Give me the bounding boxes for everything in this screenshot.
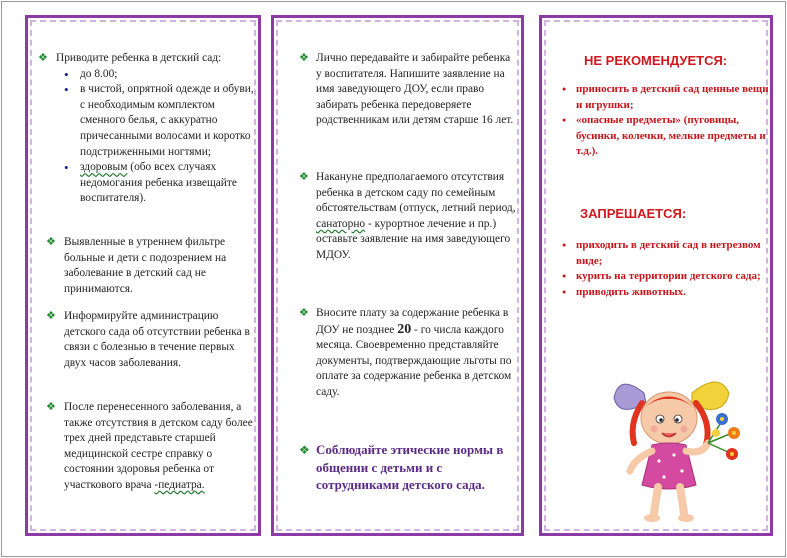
diamond-bullet-icon: ❖ <box>299 443 310 457</box>
middle-paragraph-4: Соблюдайте этические нормы в общении с детьми и с сотрудниками детского сада. <box>316 442 504 492</box>
list-item: ● «опасные предметы» (пуговицы, бусинки, колечки, мелкие предметы и т.д.). <box>558 113 770 160</box>
list-item: ● приводить животных. <box>558 285 770 301</box>
left-paragraph-2: Выявленные в утреннем фильтре больные и дети с подозрением на заболевание в детский сад не принимаются. <box>64 236 227 295</box>
middle-p2-word: санаторно <box>316 217 366 230</box>
not-recommended-title: НЕ РЕКОМЕНДУЕТСЯ: <box>584 53 728 68</box>
left-bullet-list <box>56 67 256 207</box>
middle-p2-text: Накануне предполагаемого отсутствия ребенка в детском саду по семейным обстоятельствам (отпуск, летний период, <box>316 171 516 215</box>
middle-p3-text: Вносите плату за содержание ребенка в ДОУ не позднее <box>316 307 509 336</box>
left-intro-block <box>56 51 256 207</box>
diamond-bullet-icon: ❖ <box>299 171 309 183</box>
left-intro-text: Приводите ребенка в детский сад: <box>56 52 222 64</box>
health-rest: (обо всех случаях недомогания ребенка извещайте воспитателя). <box>80 161 237 205</box>
list-item: ● приходить в детский сад в нетрезвом виде; <box>558 238 770 269</box>
not-recommended-list <box>558 82 770 160</box>
diamond-bullet-icon: ❖ <box>46 236 56 248</box>
middle-paragraph-1: Лично передавайте и забирайте ребенка у воспитателя. Напишите заявление на имя заведующего ДОУ, если право забирать ребенка передоверяете родственникам или детям старше 16 лет. <box>316 52 514 127</box>
prohibited-title: ЗАПРЕШАЕТСЯ: <box>580 206 687 221</box>
middle-panel <box>271 15 524 536</box>
girl-with-flowers-illustration <box>604 363 749 528</box>
diamond-bullet-icon: ❖ <box>299 307 309 319</box>
right-panel <box>539 15 773 536</box>
middle-paragraph-3 <box>316 306 518 401</box>
list-item: • до 8.00; <box>56 67 256 83</box>
diamond-bullet-icon: ❖ <box>38 52 48 64</box>
list-item: • в чистой, опрятной одежде и обуви, с необходимым комплектом сменного белья, с аккуратно причесанными волосами и коротко подстриженными ногтями; <box>56 82 256 160</box>
middle-paragraph-2 <box>316 170 518 264</box>
middle-p3-rest: - го числа каждого месяца. Своевременно представляйте документы, подтверждающие льготы по оплате за содержание ребенка в детском саду. <box>316 323 512 398</box>
list-item: ● приносить в детский сад ценные вещи и игрушки; <box>558 82 770 113</box>
list-item <box>56 160 256 207</box>
diamond-bullet-icon: ❖ <box>46 401 56 413</box>
left-p4-suffix: -педиатра. <box>154 478 205 491</box>
middle-p2-rest: - курортное лечение и пр.) оставьте заявление на имя заведующего МДОУ. <box>316 217 511 261</box>
prohibited-list <box>558 238 770 300</box>
health-word: здоровым <box>80 161 128 174</box>
diamond-bullet-icon: ❖ <box>46 310 56 322</box>
left-paragraph-4 <box>64 400 254 494</box>
left-paragraph-3: Информируйте администрацию детского сада об отсутствии ребенка в связи с болезнью в течение первых двух часов заболевания. <box>64 310 250 369</box>
diamond-bullet-icon: ❖ <box>299 52 309 64</box>
left-panel <box>25 15 261 536</box>
list-item: ● курить на территории детского сада; <box>558 269 770 285</box>
left-p4-text: После перенесенного заболевания, а также отсутствия в детском саду более трех дней представьте старшей медицинской сестре справку о состоянии здоровья ребенка от участкового врача <box>64 401 253 491</box>
middle-p3-number: 20 <box>397 321 412 337</box>
